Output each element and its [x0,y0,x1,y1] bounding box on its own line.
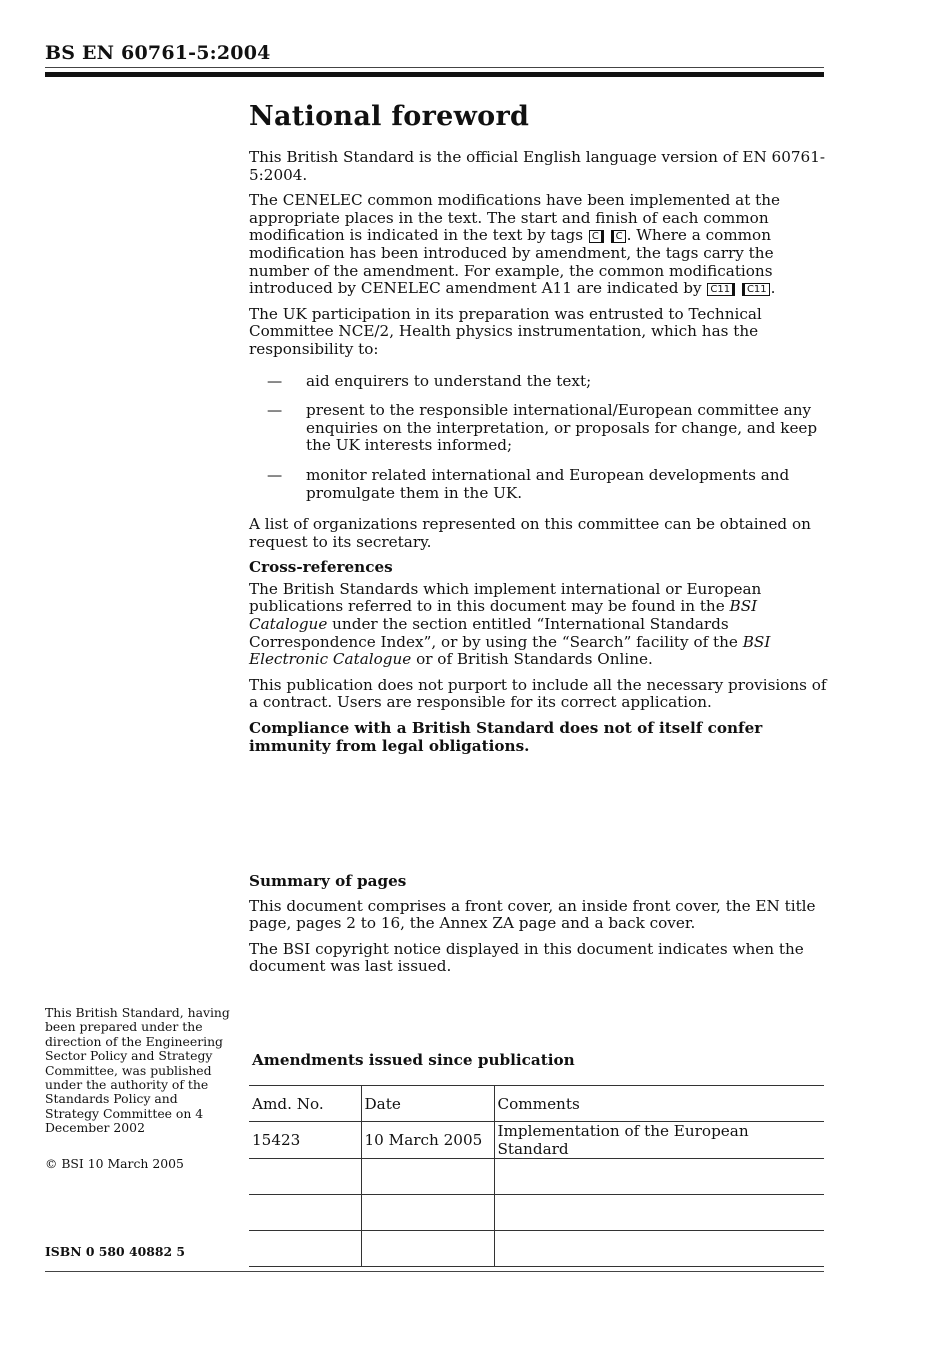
summary-heading: Summary of pages [249,872,407,890]
table-row [249,1231,824,1267]
responsibility-list [249,373,827,503]
list-item: — aid enquirers to understand the text; [267,371,592,390]
document-id: BS EN 60761-5:2004 [45,42,271,64]
list-item: — present to the responsible international/European committee any enquiries on the interpretation, or proposals for change, and keep the UK interests informed; [267,401,818,455]
list-item: — monitor related international and European developments and promulgate them in the UK. [267,465,790,502]
page-title: National foreword [249,101,530,132]
tag-a11-start-marker: C11 [707,283,735,296]
amendments-title: Amendments issued since publication [252,1051,575,1069]
intro-paragraph: This British Standard is the official English language version of EN 60761-5:2004. [249,148,826,184]
copyright-line: © BSI 10 March 2005 [45,1156,184,1171]
bsi-catalogue-title: BSI Catalogue [249,597,758,634]
header-rule-thick [45,72,824,77]
header-rule-thin [45,67,824,68]
date-cell [361,1159,494,1195]
table-row [249,1159,824,1195]
table-row [249,1122,824,1159]
footer-rule [45,1271,824,1272]
publication-note: This British Standard, having been prepared under the direction of the Engineering Sector Policy and Strategy Committee, was published under the authority of the Standards Policy and Strategy Committee on 4 December 2002 [45,1005,230,1136]
tag-a11-end-marker: C11 [742,283,770,296]
header-comments: Comments [494,1086,824,1122]
tag-start-marker: C [589,230,604,243]
national-foreword [249,100,827,763]
amd-no-cell [249,1195,361,1231]
table-header-row [249,1086,824,1122]
comments-cell [494,1231,824,1267]
header-date: Date [361,1086,494,1122]
table-row [249,1195,824,1231]
date-cell: 10 March 2005 [361,1122,494,1159]
amd-no-cell [249,1231,361,1267]
modifications-paragraph: The CENELEC common modifications have been implemented at the appropriate places in the text. The start and finish of each common modification is indicated in the text by tags C C . Where a common modification has been introduced by amendment, the tags carry the number of the amendment. For example, the common modifications introduced by CENELEC amendment A11 are indicated by C11 C11 . [249,191,780,298]
copyright-notice-paragraph: The BSI copyright notice displayed in this document indicates when the document was last issued. [249,939,804,976]
header-amd-no: Amd. No. [249,1086,361,1122]
summary-of-pages [249,873,827,984]
cross-references-paragraph: The British Standards which implement international or European publications referred to in this document may be found in the BSI Catalogue under the section entitled “International Standards Correspondence Index”, or by using the “Search” facility of the BSI Electronic Catalogue or of British Standards Online. [249,579,771,669]
dash-bullet: — [267,401,283,420]
amd-no-cell: 15423 [249,1122,361,1159]
cross-references-heading: Cross-references [249,558,393,577]
date-cell [361,1231,494,1267]
bsi-electronic-catalogue-title: BSI Electronic Catalogue [249,632,771,669]
compliance-statement: Compliance with a British Standard does not of itself confer immunity from legal obligations. [249,719,763,755]
isbn: ISBN 0 580 40882 5 [45,1244,186,1259]
disclaimer-paragraph: This publication does not purport to include all the necessary provisions of a contract. Users are responsible for its correct application. [249,675,827,712]
date-cell [361,1195,494,1231]
summary-paragraph: This document comprises a front cover, an inside front cover, the EN title page, pages 2 to 16, the Annex ZA page and a back cover. [249,896,816,933]
comments-cell [494,1195,824,1231]
committee-paragraph: The UK participation in its preparation was entrusted to Technical Committee NCE/2, Health physics instrumentation, which has the responsibility to: [249,304,762,358]
comments-cell: Implementation of the European Standard [494,1122,824,1159]
comments-cell [494,1159,824,1195]
organizations-paragraph: A list of organizations represented on this committee can be obtained on request to its secretary. [249,515,811,551]
amd-no-cell [249,1159,361,1195]
dash-bullet: — [267,371,283,390]
dash-bullet: — [267,465,283,484]
tag-end-marker: C [611,230,626,243]
amendments-table [249,1085,824,1267]
